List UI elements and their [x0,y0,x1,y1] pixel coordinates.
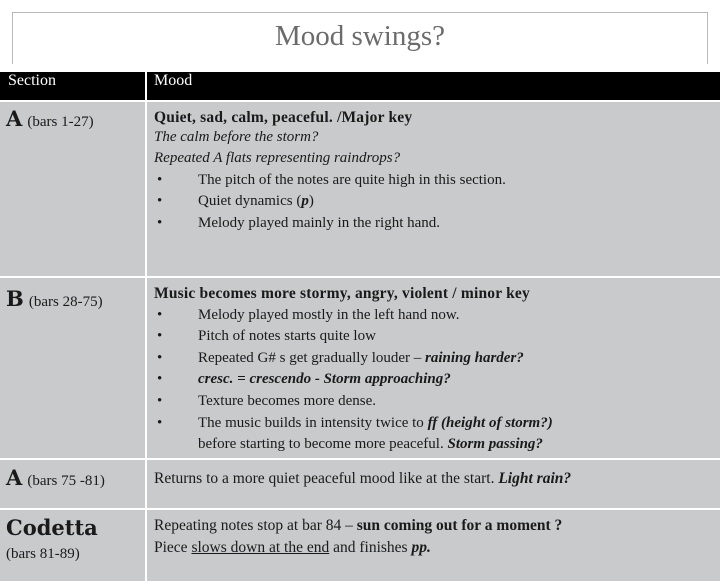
section-name: Codetta [6,515,98,540]
section-bars: (bars 81-89) [6,546,80,562]
mood-heading: Music becomes more stormy, angry, violent / minor key [154,285,530,302]
table-row [0,509,720,582]
mood-cell: Repeating notes stop at bar 84 – sun coming out for a moment ? Piece slows down at the end and finishes pp. [146,509,720,582]
bullet-item: • cresc. = crescendo - Storm approaching? [157,371,451,388]
bullet-item: • Pitch of notes starts quite low [157,328,376,345]
section-cell [0,101,146,277]
title-box [12,12,708,64]
section-letter: A [6,465,23,490]
bullet-item: • Texture becomes more dense. [157,392,377,409]
bullet-item: • Quiet dynamics (p) [157,193,314,210]
mood-table [0,72,720,583]
slide-title: Mood swings? [275,20,445,52]
bullet-item: • Repeated G# s get gradually louder – raining harder? [157,349,524,366]
mood-line: Repeated A flats representing raindrops? [154,150,401,167]
header-row [0,72,720,101]
table-row [0,459,720,509]
header-section: Section [0,72,146,101]
bullet-item: • The pitch of the notes are quite high in this section. [157,171,506,188]
section-cell [0,509,146,582]
section-cell [0,459,146,509]
header-mood: Mood [146,72,720,101]
section-letter: A [6,106,23,131]
bullet-item: • Melody played mostly in the left hand now. [157,306,460,323]
table-row [0,277,720,459]
section-bars: (bars 75 -81) [27,473,105,489]
bullet-continuation: before starting to become more peaceful. Storm passing? [198,436,543,453]
section-bars: (bars 28-75) [28,294,103,310]
section-letter: B [6,286,24,311]
mood-cell: Returns to a more quiet peaceful mood like at the start. Light rain? [146,459,720,509]
mood-heading: Quiet, sad, calm, peaceful. /Major key [154,109,413,126]
mood-cell [146,101,720,277]
section-bars: (bars 1-27) [27,114,94,130]
bullet-item: • Melody played mainly in the right hand. [157,214,441,231]
section-cell [0,277,146,459]
table-row [0,101,720,277]
mood-cell [146,277,720,459]
bullet-item: • The music builds in intensity twice to ff (height of storm?) [157,414,553,431]
mood-line: The calm before the storm? [154,128,319,145]
